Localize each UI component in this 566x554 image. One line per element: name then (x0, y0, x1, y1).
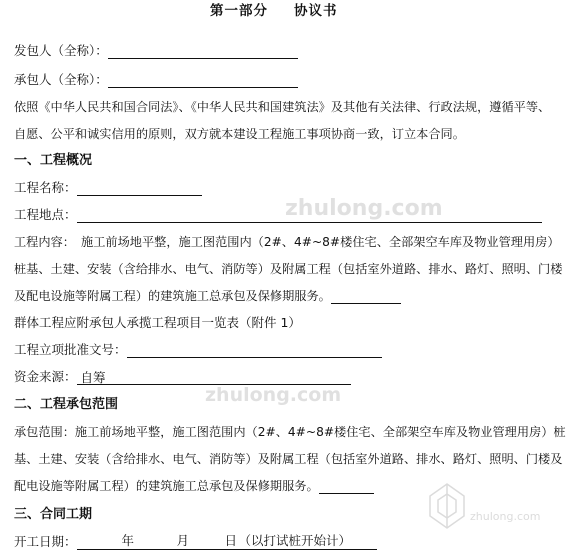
start-day: 日 (224, 533, 238, 548)
funding-row (14, 369, 351, 385)
project-content-line-3 (14, 288, 401, 304)
project-name-label: 工程名称： (14, 180, 77, 195)
project-content-blank (331, 289, 401, 304)
project-site-label: 工程地点： (14, 207, 77, 222)
contractor-row (14, 72, 298, 88)
approval-label: 工程立项批准文号： (14, 342, 127, 357)
start-date-label: 开工日期： (14, 534, 77, 549)
corner-logo-text: zhulong.com (470, 510, 541, 523)
preamble-line-1: 依照《中华人民共和国合同法》、《中华人民共和国建筑法》及其他有关法律、行政法规，遵循平等、 (14, 100, 551, 114)
watermark-2: zhulong.com (205, 384, 342, 406)
approval-blank (127, 343, 382, 358)
employer-blank (108, 44, 298, 59)
start-date-row (14, 534, 377, 550)
employer-label: 发包人（全称）： (14, 43, 108, 58)
contractor-blank (108, 73, 298, 88)
project-name-row (14, 180, 202, 196)
title-part: 第一部分 (210, 3, 268, 19)
start-year: 年 (121, 533, 135, 548)
project-content-line-2: 桩基、土建、安装（含给排水、电气、消防等）及附属工程（包括室外道路、排水、路灯、照明、门楼 (14, 262, 563, 276)
section-2-heading: 二、工程承包范围 (14, 397, 119, 412)
project-name-blank (77, 181, 202, 196)
preamble-line-2: 自愿、公平和诚实信用的原则，双方就本建设工程施工事项协商一致，订立本合同。 (14, 127, 465, 141)
scope-line-3 (14, 478, 374, 494)
employer-row (14, 43, 298, 59)
watermark-1: zhulong.com (285, 196, 443, 221)
section-1-heading: 一、工程概况 (14, 153, 93, 168)
contractor-label: 承包人（全称）： (14, 72, 108, 87)
funding-value: 自筹 (77, 370, 351, 385)
funding-label: 资金来源： (14, 369, 77, 384)
project-site-row (14, 207, 542, 223)
start-month: 月 (176, 533, 190, 548)
document-title (210, 3, 338, 19)
project-content-line-1: 工程内容： 施工前场地平整，施工图范围内（2#、4#~8#楼住宅、全部架空车库及物业管理用房） (14, 235, 560, 249)
corner-logo-icon (422, 476, 541, 536)
start-date-blank (77, 535, 377, 550)
project-content-text: 及配电设施等附属工程）的建筑施工总承包及保修期服务。 (14, 289, 331, 303)
start-note: （以打试桩开始计） (238, 533, 352, 548)
scope-line-1: 承包范围：施工前场地平整，施工图范围内（2#、4#~8#楼住宅、全部架空车库及物业管理用房）桩 (14, 425, 566, 439)
title-name: 协议书 (294, 3, 338, 19)
group-note: 群体工程应附承包人承揽工程项目一览表（附件 1） (14, 315, 301, 330)
section-3-heading: 三、合同工期 (14, 507, 93, 522)
scope-line-2: 基、土建、安装（含给排水、电气、消防等）及附属工程（包括室外道路、排水、路灯、照明、门楼及 (14, 452, 563, 466)
approval-row (14, 342, 382, 358)
scope-blank (319, 479, 374, 494)
project-site-blank (77, 208, 542, 223)
scope-text: 配电设施等附属工程）的建筑施工总承包及保修期服务。 (14, 479, 319, 493)
